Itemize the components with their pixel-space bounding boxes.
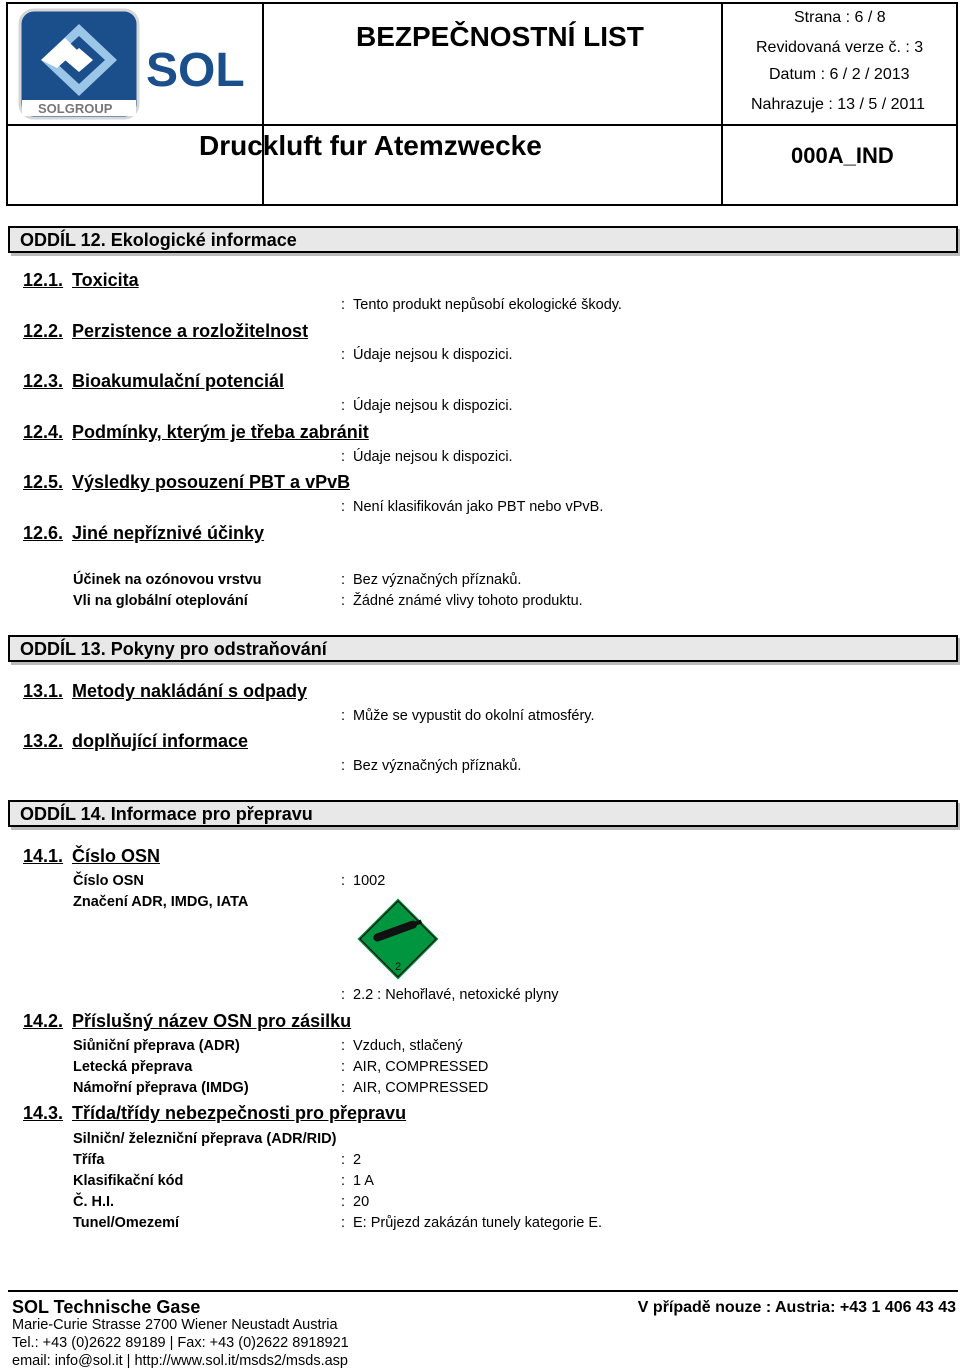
svg-text:SOLGROUP: SOLGROUP (38, 101, 113, 116)
footer-divider (8, 1290, 958, 1292)
svg-text:SOL: SOL (146, 44, 245, 97)
company-name: SOL Technische Gase (12, 1297, 201, 1317)
hazard-class-description: 2.2 : Nehořlavé, netoxické plyny (353, 987, 559, 1003)
tunnel-label: Tunel/Omezemí (73, 1215, 180, 1231)
product-code: 000A_IND (791, 143, 894, 168)
warming-value: Žádné známé vlivy tohoto produktu. (353, 593, 583, 609)
pbt-value: Není klasifikován jako PBT nebo vPvB. (353, 499, 604, 515)
persistence-value: Údaje nejsou k dispozici. (353, 347, 513, 363)
subsection-12-6: 12.6. Jiné nepříznivé účinky (23, 523, 265, 543)
company-phone-fax: Tel.: +43 (0)2622 89189 | Fax: +43 (0)2622 8918921 (12, 1335, 349, 1351)
page-number: Strana : 6 / 8 (794, 9, 886, 26)
road-transport-label: Siůniční přeprava (ADR) (73, 1038, 240, 1054)
tunnel-value: E: Průjezd zakázán tunely kategorie E. (353, 1215, 603, 1231)
svg-text:2: 2 (394, 961, 402, 973)
subsection-13-1: 13.1. Metody nakládání s odpady (23, 681, 308, 701)
sea-transport-label: Námořní přeprava (IMDG) (73, 1080, 249, 1096)
company-email-web: email: info@sol.it | http://www.sol.it/msds2/msds.asp (12, 1353, 348, 1369)
emergency-phone: V případě nouze : Austria: +43 1 406 43 43 (637, 1299, 956, 1316)
toxicity-value: Tento produkt nepůsobí ekologické škody. (353, 297, 622, 313)
subsection-14-2: 14.2. Příslušný název OSN pro zásilku (23, 1011, 352, 1031)
hazard-id-label: Č. H.I. (73, 1194, 115, 1210)
warming-label: Vli na globální oteplování (73, 593, 248, 609)
ozone-label: Účinek na ozónovou vrstvu (73, 572, 262, 588)
header-divider (721, 4, 723, 204)
section-12-heading: ODDÍL 12. Ekologické informace (8, 226, 958, 253)
subsection-12-5: 12.5. Výsledky posouzení PBT a vPvB (23, 472, 351, 492)
supersedes-date: Nahrazuje : 13 / 5 / 2011 (751, 96, 926, 113)
classification-code-value: 1 A (353, 1173, 374, 1189)
subsection-13-2: 13.2. doplňující informace (23, 731, 249, 751)
bioaccumulation-value: Údaje nejsou k dispozici. (353, 398, 513, 414)
conditions-value: Údaje nejsou k dispozici. (353, 449, 513, 465)
subsection-12-3: 12.3. Bioakumulační potenciál (23, 371, 285, 391)
sol-logo (8, 4, 262, 124)
header-divider (262, 124, 956, 126)
subsection-14-1: 14.1. Číslo OSN (23, 846, 161, 866)
section-14-heading: ODDÍL 14. Informace pro přepravu (8, 800, 958, 827)
un-number-label: Číslo OSN (73, 873, 144, 889)
classification-code-label: Klasifikační kód (73, 1173, 184, 1189)
header-divider (262, 4, 264, 204)
revision-date: Datum : 6 / 2 / 2013 (769, 66, 910, 83)
ozone-value: Bez význačných příznaků. (353, 572, 522, 588)
disposal-value: Může se vypustit do okolní atmosféry. (353, 708, 595, 724)
header-divider (8, 124, 264, 126)
document-header (6, 2, 958, 206)
subsection-12-4: 12.4. Podmínky, kterým je třeba zabránit (23, 422, 369, 442)
gas-cylinder-hazard-icon (355, 896, 441, 982)
subsection-12-2: 12.2. Perzistence a rozložitelnost (23, 321, 309, 341)
road-rail-heading: Silničn/ železniční přeprava (ADR/RID) (73, 1131, 337, 1147)
road-transport-value: Vzduch, stlačený (353, 1038, 463, 1054)
marking-label: Značení ADR, IMDG, IATA (73, 894, 249, 910)
company-address: Marie-Curie Strasse 2700 Wiener Neustadt Austria (12, 1317, 338, 1333)
section-13-heading: ODDÍL 13. Pokyny pro odstraňování (8, 635, 958, 662)
class-label: Třífa (73, 1152, 105, 1168)
revision-number: Revidovaná verze č. : 3 (756, 39, 924, 56)
class-value: 2 (353, 1152, 362, 1168)
product-name: Druckluft fur Atemzwecke (199, 130, 542, 161)
hazard-id-value: 20 (353, 1194, 370, 1210)
sea-transport-value: AIR, COMPRESSED (353, 1080, 489, 1096)
un-number-value: 1002 (353, 873, 386, 889)
air-transport-value: AIR, COMPRESSED (353, 1059, 489, 1075)
document-title: BEZPEČNOSTNÍ LIST (356, 21, 644, 52)
air-transport-label: Letecká přeprava (73, 1059, 193, 1075)
additional-info-value: Bez význačných příznaků. (353, 758, 522, 774)
subsection-12-1: 12.1. Toxicita (23, 270, 139, 290)
subsection-14-3: 14.3. Třída/třídy nebezpečnosti pro přepravu (23, 1103, 407, 1123)
